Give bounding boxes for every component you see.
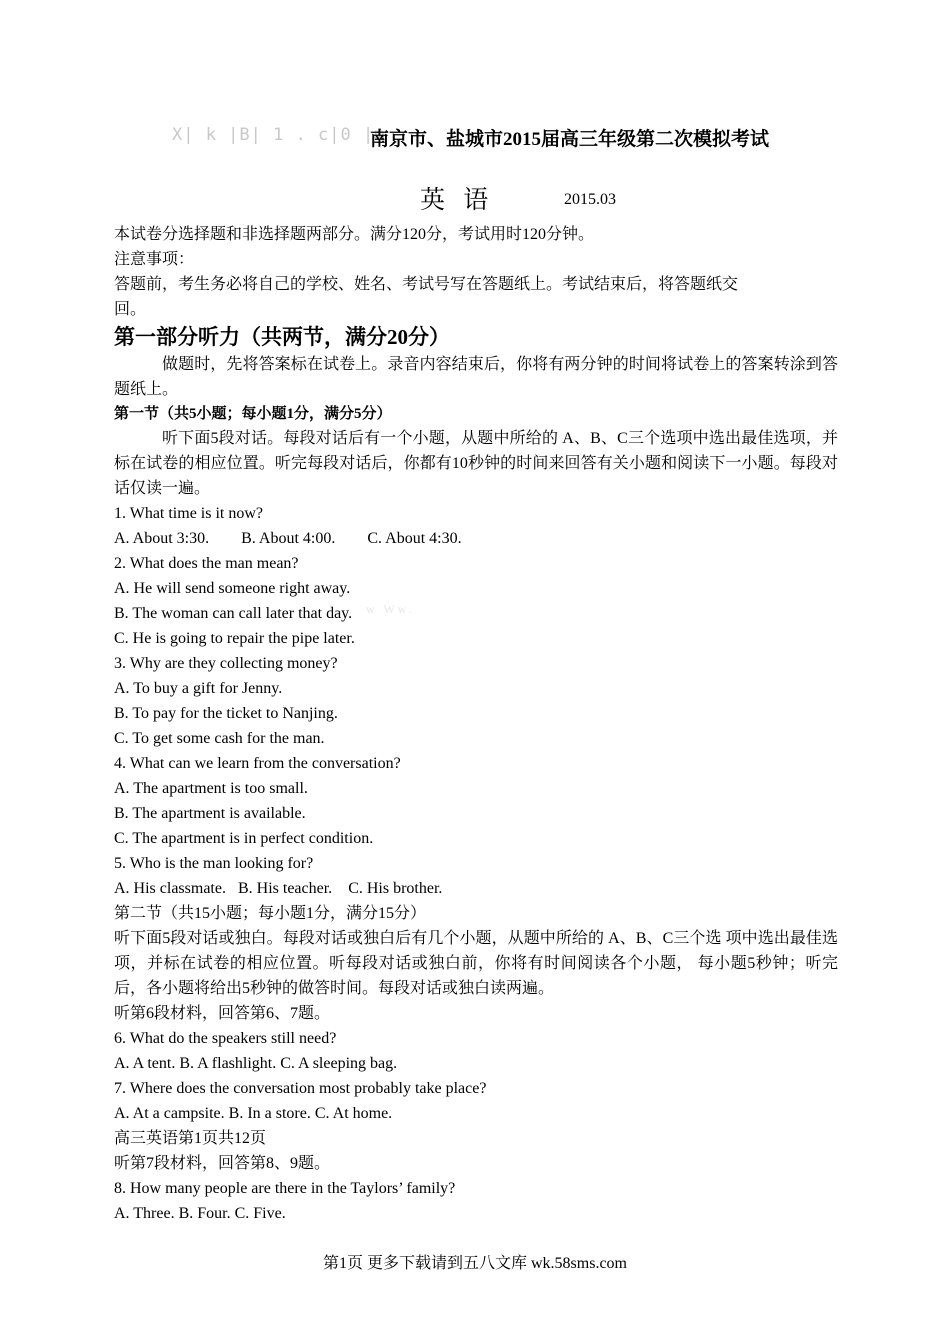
option-a: A. The apartment is too small. <box>114 780 308 797</box>
section1-instruction: 听下面5段对话。每段对话后有一个小题，从题中所给的 A、B、C三个选项中选出最佳选项，并标在试卷的相应位置。听完每段对话后，你都有10秒钟的时间来回答有关小题和阅读下一小题。每段对话仅读一遍。 <box>114 430 838 497</box>
part1-heading: 第一部分听力（共两节，满分20分） <box>114 325 450 349</box>
exam-date: 2015.03 <box>564 191 616 208</box>
notice-label: 注意事项： <box>114 251 195 268</box>
material-7-label: 听第7段材料，回答第8、9题。 <box>114 1155 331 1172</box>
question-7-options: A. At a campsite. B. In a store. C. At home. <box>114 1105 393 1122</box>
question-5-options <box>114 876 838 901</box>
notice-line-1: 答题前，考生务必将自己的学校、姓名、考试号写在答题纸上。考试结束后，将答题纸交 <box>114 276 739 293</box>
option-b: B. His teacher. <box>237 880 333 897</box>
notice-line-2: 回。 <box>114 301 147 318</box>
question-3: 3. Why are they collecting money? <box>114 655 338 672</box>
question-1-options <box>114 526 838 551</box>
option-c: C. He is going to repair the pipe later. <box>114 630 355 647</box>
option-c: C. About 4:30. <box>367 530 462 547</box>
material-6-label: 听第6段材料，回答第6、7题。 <box>114 1005 331 1022</box>
option-b: B. The woman can call later that day. <box>114 605 353 622</box>
question-8-options: A. Three. B. Four. C. Five. <box>114 1205 286 1222</box>
page-footer: 第1页 更多下载请到五八文库 wk.58sms.com <box>322 1255 627 1272</box>
exam-body <box>114 222 838 1226</box>
option-c: C. His brother. <box>348 880 443 897</box>
option-a: A. To buy a gift for Jenny. <box>114 680 283 697</box>
part1-instruction: 做题时，先将答案标在试卷上。录音内容结束后，你将有两分钟的时间将试卷上的答案转涂到答题纸上。 <box>114 356 838 398</box>
page-note: 高三英语第1页共12页 <box>114 1130 267 1147</box>
question-2: 2. What does the man mean? <box>114 555 299 572</box>
option-b: B. To pay for the ticket to Nanjing. <box>114 705 338 722</box>
option-a: A. His classmate. <box>114 880 226 897</box>
subject-name: 英 语 <box>420 187 495 214</box>
option-a: A. He will send someone right away. <box>114 580 351 597</box>
question-1: 1. What time is it now? <box>114 505 264 522</box>
section1-heading: 第一节（共5小题；每小题1分，满分5分） <box>114 406 392 422</box>
question-7: 7. Where does the conversation most probably take place? <box>114 1080 487 1097</box>
option-a: A. About 3:30. <box>114 530 210 547</box>
faint-watermark: w Ww. <box>366 602 415 616</box>
section2-heading: 第二节（共15小题；每小题1分，满分15分） <box>114 905 427 922</box>
subject-line <box>114 180 838 214</box>
exam-title: 南京市、盐城市2015届高三年级第二次模拟考试 <box>370 129 770 150</box>
document-header <box>114 124 838 150</box>
option-c: C. The apartment is in perfect condition. <box>114 830 374 847</box>
option-b: B. About 4:00. <box>241 530 336 547</box>
question-4: 4. What can we learn from the conversation? <box>114 755 401 772</box>
question-6: 6. What do the speakers still need? <box>114 1030 337 1047</box>
option-b: B. The apartment is available. <box>114 805 306 822</box>
question-8: 8. How many people are there in the Taylors’ family? <box>114 1180 456 1197</box>
question-5: 5. Who is the man looking for? <box>114 855 314 872</box>
question-6-options: A. A tent. B. A flashlight. C. A sleeping bag. <box>114 1055 398 1072</box>
intro-line: 本试卷分选择题和非选择题两部分。满分120分，考试用时120分钟。 <box>114 226 595 243</box>
section2-instruction: 听下面5段对话或独白。每段对话或独白后有几个小题，从题中所给的 A、B、C三个选 项中选出最佳选项，并标在试卷的相应位置。听每段对话或独白前，你将有时间阅读各个小题， 每小题5秒钟；听完后，各小题将给出5秒钟的做答时间。每段对话或独白读两遍。 <box>114 930 838 997</box>
watermark-text: X| k |B| 1 . c|0 |m <box>172 125 386 145</box>
option-c: C. To get some cash for the man. <box>114 730 325 747</box>
